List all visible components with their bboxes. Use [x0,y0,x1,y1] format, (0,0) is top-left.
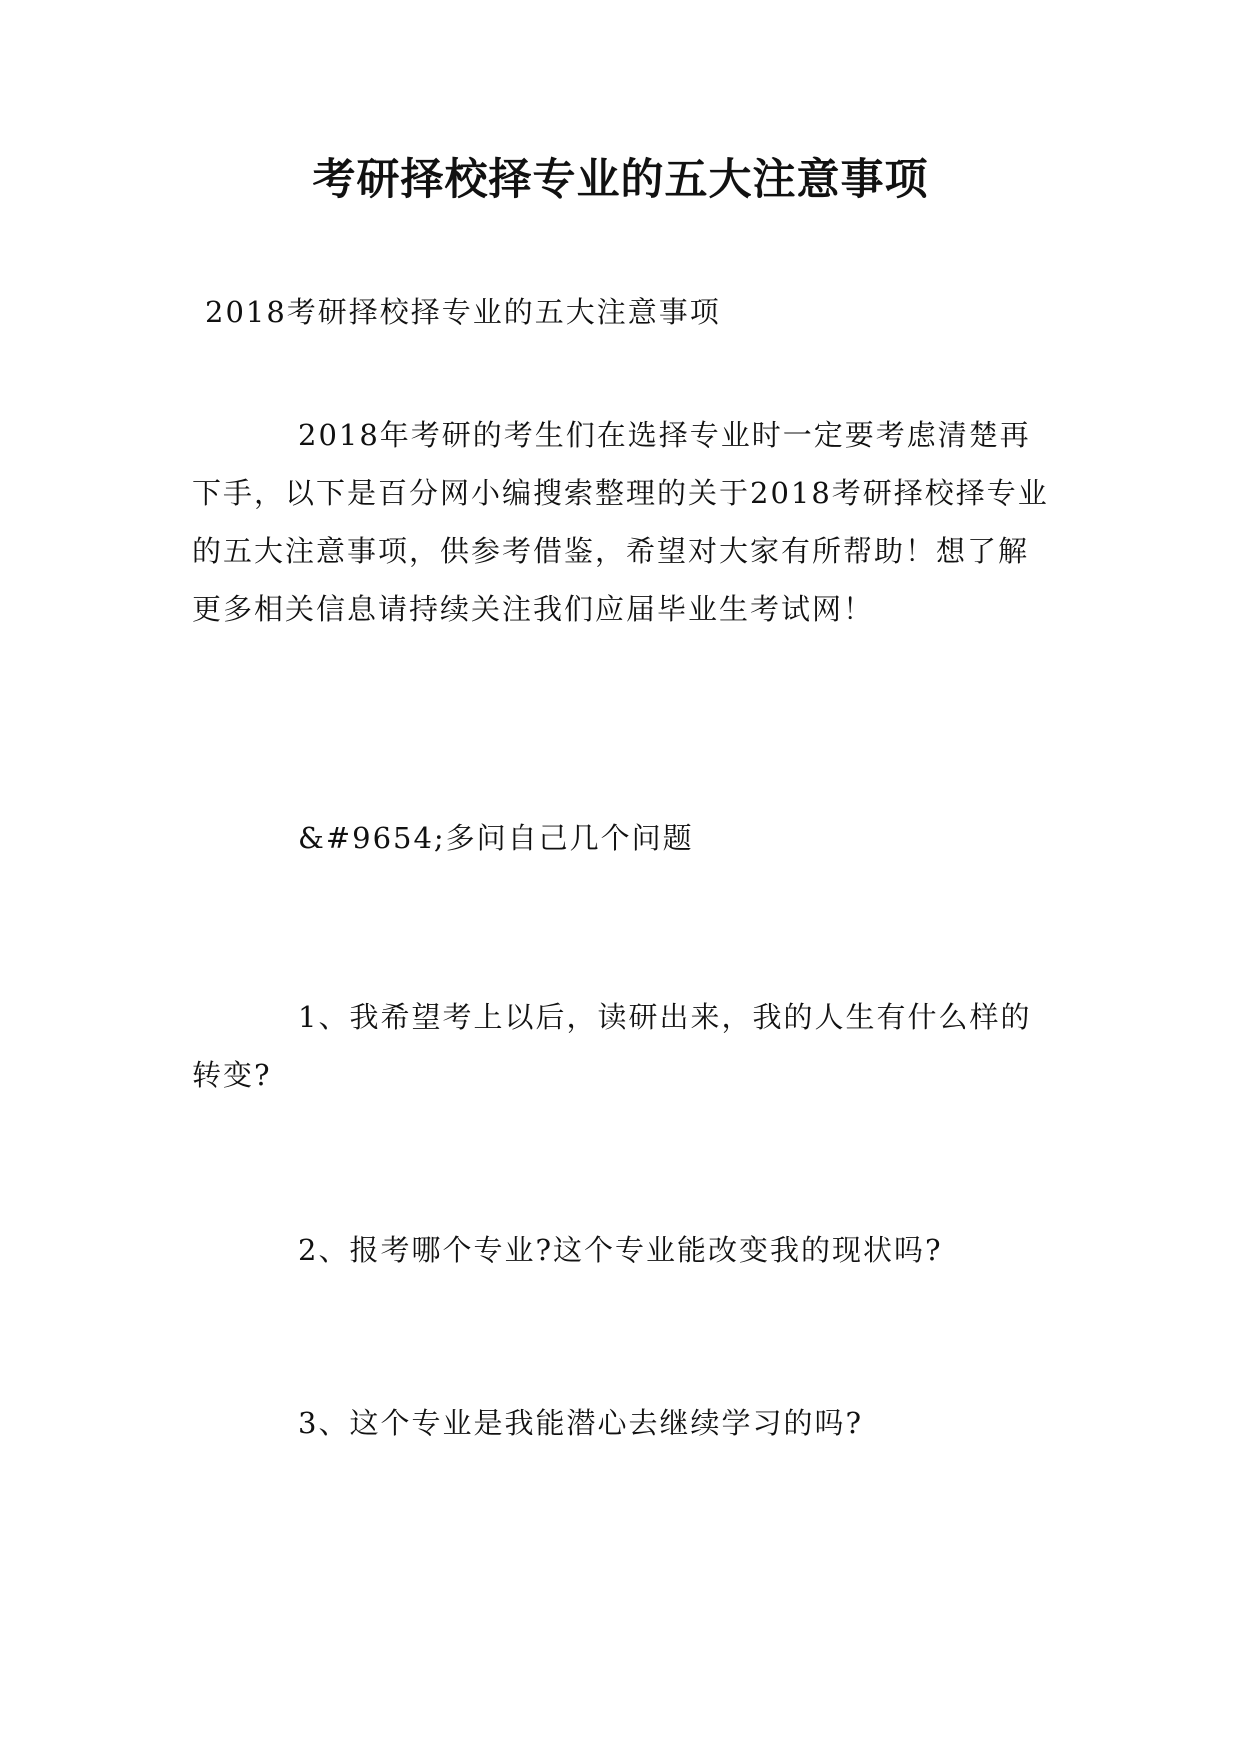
question-1: 1、我希望考上以后，读研出来，我的人生有什么样的转变? [192,1000,1032,1092]
question-3: 3、这个专业是我能潜心去继续学习的吗? [298,1406,863,1440]
question-2: 2、报考哪个专业?这个专业能改变我的现状吗? [298,1233,943,1267]
intro-paragraph: 2018年考研的考生们在选择专业时一定要考虑清楚再下手，以下是百分网小编搜索整理的关于2018考研择校择专业的五大注意事项，供参考借鉴，希望对大家有所帮助！想了解更多相关信息请持续关注我们应届毕业生考试网！ [192,418,1049,626]
section-heading: &#9654;多问自己几个问题 [298,821,694,855]
document-title: 考研择校择专业的五大注意事项 [312,155,929,205]
document-subtitle: 2018考研择校择专业的五大注意事项 [205,295,721,329]
